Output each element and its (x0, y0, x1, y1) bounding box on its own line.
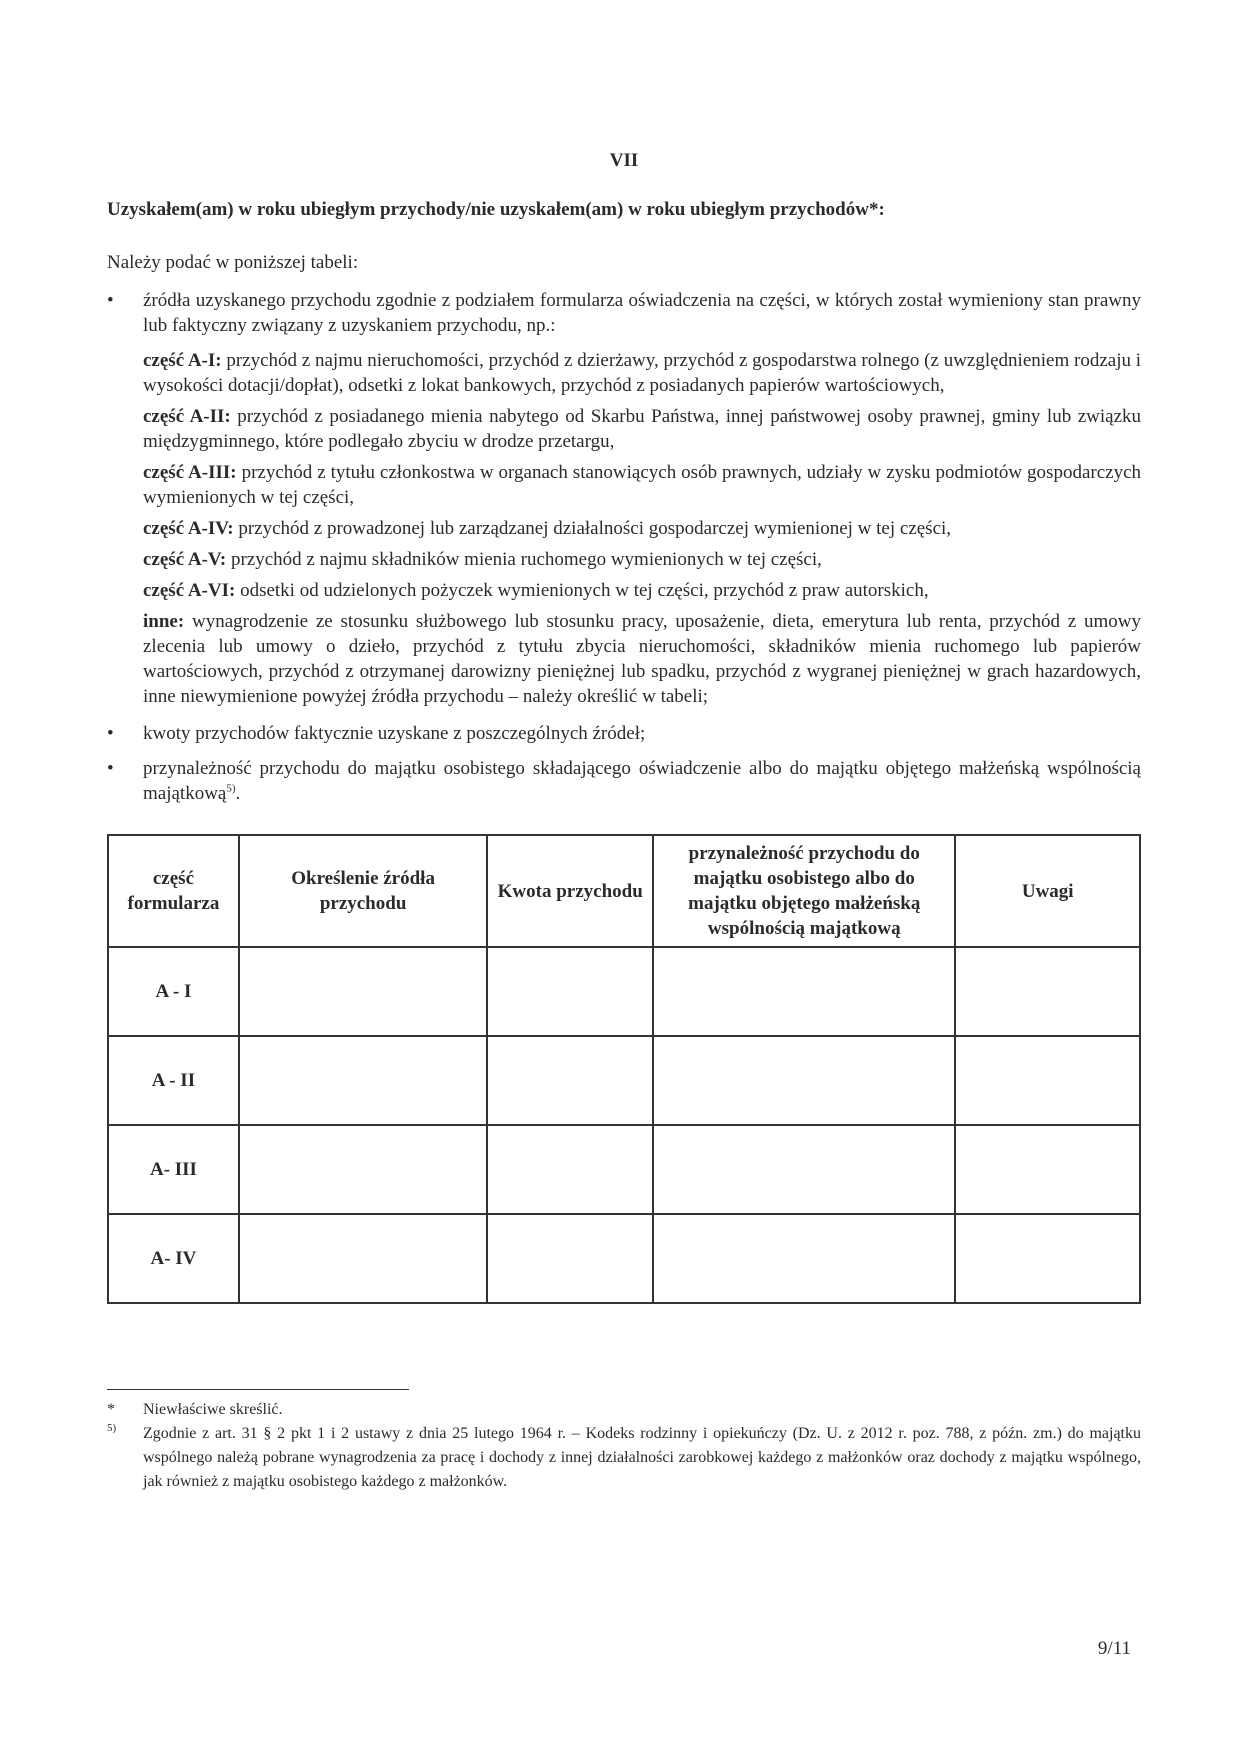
sub-item-a4 (107, 516, 1141, 541)
footnotes (107, 1398, 1141, 1494)
bullet-icon: • (107, 290, 114, 311)
cell-ownership[interactable] (653, 1036, 955, 1125)
header-notes: Uwagi (955, 835, 1140, 947)
cell-notes[interactable] (955, 1036, 1140, 1125)
intro-text: Należy podać w poniższej tabeli: (107, 252, 359, 273)
sub-item-label: część A-VI: (143, 580, 236, 601)
sub-item-text: odsetki od udzielonych pożyczek wymienionych w tej części, przychód z praw autorskich, (235, 580, 929, 601)
cell-ownership[interactable] (653, 1214, 955, 1303)
table-header-row (108, 835, 1140, 947)
list-item-text: kwoty przychodów faktycznie uzyskane z poszczególnych źródeł; (143, 723, 646, 744)
table-row (108, 947, 1140, 1036)
sub-item-label: część A-V: (143, 549, 227, 570)
footnote (107, 1422, 1141, 1494)
cell-ownership[interactable] (653, 947, 955, 1036)
sub-item-text: przychód z najmu składników mienia ruchomego wymienionych w tej części, (226, 549, 822, 570)
cell-part: A- III (108, 1125, 239, 1214)
list-item (107, 756, 1141, 806)
income-table (107, 834, 1141, 1304)
cell-amount[interactable] (487, 947, 653, 1036)
cell-notes[interactable] (955, 1214, 1140, 1303)
sub-item-a3 (107, 460, 1141, 510)
footnote-text: Niewłaściwe skreślić. (143, 1401, 283, 1418)
bullet-icon: • (107, 723, 114, 744)
sub-item-label: inne: (143, 611, 185, 632)
sub-item-text: przychód z tytułu członkostwa w organach stanowiących osób prawnych, udziały w zysku podmiotów gospodarczych wymienionych w tej części, (143, 462, 1142, 508)
table-row (108, 1036, 1140, 1125)
section-number: VII (609, 150, 639, 171)
footnote-divider (107, 1389, 409, 1390)
footnote-text: Zgodnie z art. 31 § 2 pkt 1 i 2 ustawy z dnia 25 lutego 1964 r. – Kodeks rodzinny i opiekuńczy (Dz. U. z 2012 r. poz. 788, z późn. zm.) do majątku wspólnego należą pobrane wynagrodzenia za pracę i dochody z innej działalności zarobkowej każdego z małżonków oraz dochody z majątku wspólnego, jak również z majątku osobistego każdego z małżonków. (143, 1425, 1141, 1490)
list-item-text: źródła uzyskanego przychodu zgodnie z podziałem formularza oświadczenia na części, w których został wymieniony stan prawny lub faktyczny związany z uzyskaniem przychodu, np.: (143, 290, 1141, 336)
footnote (107, 1398, 1141, 1422)
page-number: 9/11 (1097, 1638, 1131, 1659)
cell-source[interactable] (239, 1214, 487, 1303)
sub-item-a1 (107, 348, 1141, 398)
sub-item-other (107, 609, 1141, 709)
sub-item-a5 (107, 547, 1141, 572)
sub-item-text: przychód z najmu nieruchomości, przychód z dzierżawy, przychód z gospodarstwa rolnego (z uwzględnieniem rodzaju i wysokości dotacji/dopłat), odsetki z lokat bankowych, przychód z posiadanych papierów wartościowych, (143, 350, 1142, 396)
cell-amount[interactable] (487, 1036, 653, 1125)
header-ownership: przynależność przychodu do majątku osobistego albo do majątku objętego małżeńską wspólnością majątkową (653, 835, 955, 947)
header-amount: Kwota przychodu (487, 835, 653, 947)
list-item-text (143, 756, 1141, 806)
section-heading: Uzyskałem(am) w roku ubiegłym przychody/nie uzyskałem(am) w roku ubiegłym przychodów*: (107, 199, 885, 220)
sub-item-label: część A-IV: (143, 518, 234, 539)
cell-source[interactable] (239, 1036, 487, 1125)
footnote-ref: 5) (226, 782, 236, 795)
cell-source[interactable] (239, 1125, 487, 1214)
table-row (108, 1125, 1140, 1214)
header-source: Określenie źródła przychodu (239, 835, 487, 947)
bullet-icon: • (107, 758, 114, 779)
cell-amount[interactable] (487, 1125, 653, 1214)
sub-item-text: wynagrodzenie ze stosunku służbowego lub stosunku pracy, uposażenie, dieta, emerytura lub renta, przychód z umowy zlecenia lub umowy o dzieło, przychód z tytułu zbycia nieruchomości, składników mienia ruchomego lub papierów wartościowych, przychód z otrzymanej darowizny pieniężnej lub spadku, przychód z wygranej pieniężnej w grach hazardowych, inne niewymienione powyżej źródła przychodu – należy określić w tabeli; (143, 611, 1141, 707)
cell-part: A- IV (108, 1214, 239, 1303)
sub-item-a2 (107, 404, 1141, 454)
footnote-mark: 5) (107, 1422, 117, 1434)
sub-item-label: część A-I: (143, 350, 222, 371)
cell-part: A - I (108, 947, 239, 1036)
cell-amount[interactable] (487, 1214, 653, 1303)
table-row (108, 1214, 1140, 1303)
list-item-tail: . (235, 783, 241, 804)
sub-item-text: przychód z posiadanego mienia nabytego od Skarbu Państwa, innej państwowej osoby prawnej, gminy lub związku międzygminnego, które podlegało zbyciu w drodze przetargu, (143, 406, 1142, 452)
header-part: część formularza (108, 835, 239, 947)
cell-source[interactable] (239, 947, 487, 1036)
cell-ownership[interactable] (653, 1125, 955, 1214)
sub-item-label: część A-II: (143, 406, 231, 427)
cell-part: A - II (108, 1036, 239, 1125)
list-item-main: przynależność przychodu do majątku osobistego składającego oświadczenie albo do majątku objętego małżeńską wspólnością majątkową (143, 758, 1141, 804)
sub-item-text: przychód z prowadzonej lub zarządzanej działalności gospodarczej wymienionej w tej części, (233, 518, 952, 539)
sub-item-a6 (107, 578, 1141, 603)
cell-notes[interactable] (955, 1125, 1140, 1214)
footnote-mark: * (107, 1401, 115, 1418)
list-item (107, 288, 1141, 338)
list-item (107, 721, 1141, 746)
instructions-list (107, 288, 1141, 816)
sub-item-label: część A-III: (143, 462, 237, 483)
cell-notes[interactable] (955, 947, 1140, 1036)
